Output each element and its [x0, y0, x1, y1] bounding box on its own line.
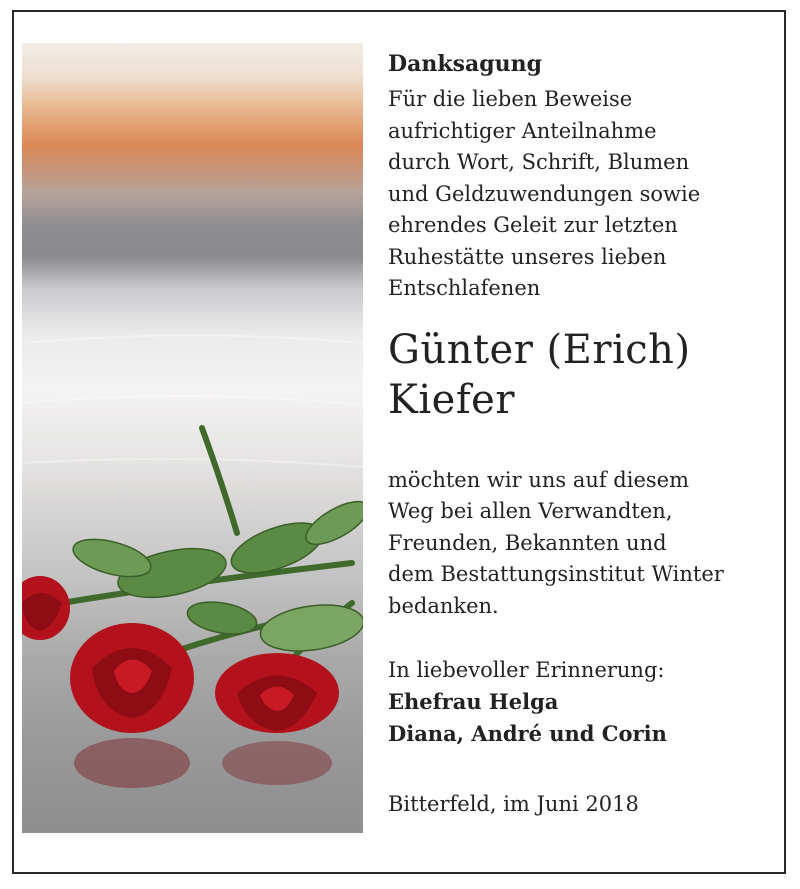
intro-line: Ruhestätte unseres lieben — [388, 244, 667, 269]
place-date: Bitterfeld, im Juni 2018 — [388, 792, 639, 816]
deceased-name — [388, 325, 778, 425]
intro-line: Entschlafenen — [388, 276, 541, 300]
deceased-name-line: Kiefer — [388, 376, 515, 423]
remembrance-block — [388, 654, 778, 750]
thanks-line: bedanken. — [388, 593, 499, 618]
intro-line: Für die lieben Beweise — [388, 87, 633, 111]
intro-line: und Geldzuwendungen sowie — [388, 181, 701, 206]
thanks-paragraph — [388, 465, 778, 623]
thanks-line: dem Bestattungsinstitut Winter — [388, 562, 724, 586]
notice-text — [388, 50, 778, 820]
thanks-line: Freunden, Bekannten und — [388, 530, 667, 555]
deceased-name-line: Günter (Erich) — [388, 326, 691, 373]
remembrance-label: In liebevoller Erinnerung: — [388, 658, 665, 682]
signatory-line: Ehefrau Helga — [388, 689, 559, 714]
intro-line: ehrendes Geleit zur letzten — [388, 213, 678, 237]
intro-line: durch Wort, Schrift, Blumen — [388, 150, 690, 174]
roses-on-water-photo — [22, 43, 363, 833]
signatory-line: Diana, André und Corin — [388, 721, 667, 746]
intro-paragraph — [388, 84, 778, 305]
intro-line: aufrichtiger Anteilnahme — [388, 118, 657, 143]
thanks-line: Weg bei allen Verwandten, — [388, 499, 673, 523]
thanks-line: möchten wir uns auf diesem — [388, 467, 690, 492]
heading-danksagung: Danksagung — [388, 51, 542, 77]
